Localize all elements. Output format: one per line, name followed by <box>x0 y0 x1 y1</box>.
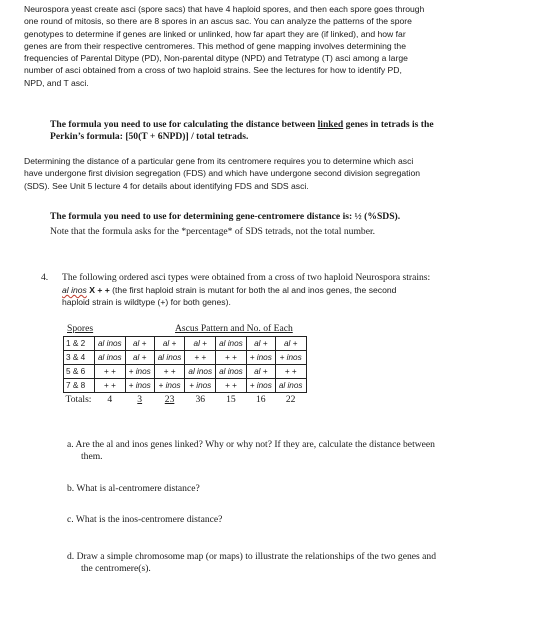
total-value: 4 <box>107 394 113 405</box>
intro-line: number of asci obtained from a cross of two haploid strains. See the lectures for how to identify PD, <box>24 65 402 76</box>
question-4d <box>67 551 537 575</box>
table-cell: al inos <box>275 379 306 393</box>
table-cell: al inos <box>185 365 216 379</box>
table-pattern-header: Ascus Pattern and No. of Each <box>175 323 293 334</box>
centromere-line: (SDS). See Unit 5 lecture 4 for details about identifying FDS and SDS asci. <box>24 180 309 191</box>
question-4a-line2: them. <box>81 451 103 462</box>
totals-row <box>64 393 307 407</box>
table-cell: + + <box>154 365 185 379</box>
question-4-line1: The following ordered asci types were obtained from a cross of two haploid Neurospora strains: <box>62 272 431 283</box>
intro-line: frequencies of Parental Ditype (PD), Non-parental ditype (NPD) and Tetratype (T) asci among a large <box>24 53 408 64</box>
spore-pair-label: 1 & 2 <box>64 337 95 351</box>
centromere-formula-line1: The formula you need to use for determining gene-centromere distance is: ½ (%SDS). <box>50 211 401 222</box>
table-spores-header: Spores <box>67 323 94 334</box>
table-cell: + + <box>275 365 306 379</box>
table-cell: + + <box>216 351 247 365</box>
total-value: 16 <box>255 394 266 405</box>
cross-genotype: al inos <box>62 285 87 295</box>
table-cell: + inos <box>246 379 275 393</box>
table-row <box>64 365 307 379</box>
table-cell: + + <box>185 351 216 365</box>
perkins-formula-line2: Perkin’s formula: [50(T + 6NPD)] / total tetrads. <box>50 131 249 142</box>
table-cell: + + <box>94 379 125 393</box>
intro-paragraph <box>24 3 544 89</box>
totals-label: Totals: <box>65 394 92 405</box>
table-cell: al + <box>125 337 154 351</box>
table-cell: al + <box>125 351 154 365</box>
spore-pair-label: 3 & 4 <box>64 351 95 365</box>
centromere-paragraph <box>24 155 544 192</box>
total-value: 3 <box>137 394 143 405</box>
question-4d-line2: the centromere(s). <box>81 563 151 574</box>
question-4-number: 4. <box>41 272 49 283</box>
question-4d-line1: d. Draw a simple chromosome map (or maps) to illustrate the relationships of the two genes and <box>67 551 437 562</box>
question-4-line3: haploid strain is wildtype (+) for both genes). <box>62 297 231 308</box>
total-value: 15 <box>226 394 236 405</box>
table-row <box>64 379 307 393</box>
perkins-formula-box <box>50 119 530 143</box>
intro-line: genes are from their respective centromeres. This method of gene mapping involves determining the <box>24 40 406 51</box>
table-cell: + inos <box>275 351 306 365</box>
centromere-line: Determining the distance of a particular gene from its centromere requires you to determine which asci <box>24 156 414 166</box>
formula1-linked-word: linked <box>317 119 344 130</box>
question-4b: b. What is al-centromere distance? <box>67 483 200 494</box>
formula1-text-b: genes in tetrads is the <box>343 119 434 130</box>
table-cell: + inos <box>125 365 154 379</box>
total-value: 36 <box>195 394 206 405</box>
table-cell: al + <box>246 365 275 379</box>
total-value: 23 <box>164 394 175 405</box>
question-4a <box>67 439 527 463</box>
spore-pair-label: 7 & 8 <box>64 379 95 393</box>
centromere-formula-box <box>50 211 530 238</box>
centromere-line: have undergone first division segregation (FDS) and which have undergone second division segregation <box>24 168 421 179</box>
table-cell: + + <box>94 365 125 379</box>
table-cell: + inos <box>185 379 216 393</box>
table-cell: al + <box>154 337 185 351</box>
cross-description: (the first haploid strain is mutant for both the al and inos genes, the second <box>112 285 397 295</box>
formula1-text-a: The formula you need to use for calculating the distance between <box>50 119 318 130</box>
question-4-text <box>62 272 542 309</box>
total-value: 22 <box>285 394 296 405</box>
table-cell: al inos <box>216 365 247 379</box>
intro-line: Neurospora yeast create asci (spore sacs) that have 4 haploid spores, and then each spore goes through <box>24 4 425 14</box>
table-cell: al inos <box>216 337 247 351</box>
perkins-formula-line1 <box>50 119 530 131</box>
question-4-line2 <box>62 284 542 296</box>
intro-line: genotypes to determine if genes are linked or unlinked, how far apart they are (if linked), and how far <box>24 28 406 39</box>
question-4c: c. What is the inos-centromere distance? <box>67 514 223 525</box>
table-cell: al inos <box>154 351 185 365</box>
asci-pattern-table <box>63 336 307 406</box>
spore-pair-label: 5 & 6 <box>64 365 95 379</box>
table-cell: al + <box>246 337 275 351</box>
table-cell: al + <box>185 337 216 351</box>
intro-line: one round of mitosis, so there are 8 spores in an ascus sac. You can analyze the patterns of the spore <box>24 16 412 27</box>
question-4a-line1: a. Are the al and inos genes linked? Why or why not? If they are, calculate the distance between <box>67 439 435 450</box>
table-cell: + + <box>216 379 247 393</box>
table-cell: al + <box>275 337 306 351</box>
table-row <box>64 337 307 351</box>
intro-line: NPD, and T asci. <box>24 77 89 88</box>
table-cell: al inos <box>94 351 125 365</box>
centromere-formula-line2: Note that the formula asks for the *percentage* of SDS tetrads, not the total number. <box>50 226 376 237</box>
table-cell: al inos <box>94 337 125 351</box>
cross-symbol: X + + <box>86 285 113 295</box>
table-cell: + inos <box>125 379 154 393</box>
table-cell: + inos <box>154 379 185 393</box>
table-row <box>64 351 307 365</box>
table-cell: + inos <box>246 351 275 365</box>
